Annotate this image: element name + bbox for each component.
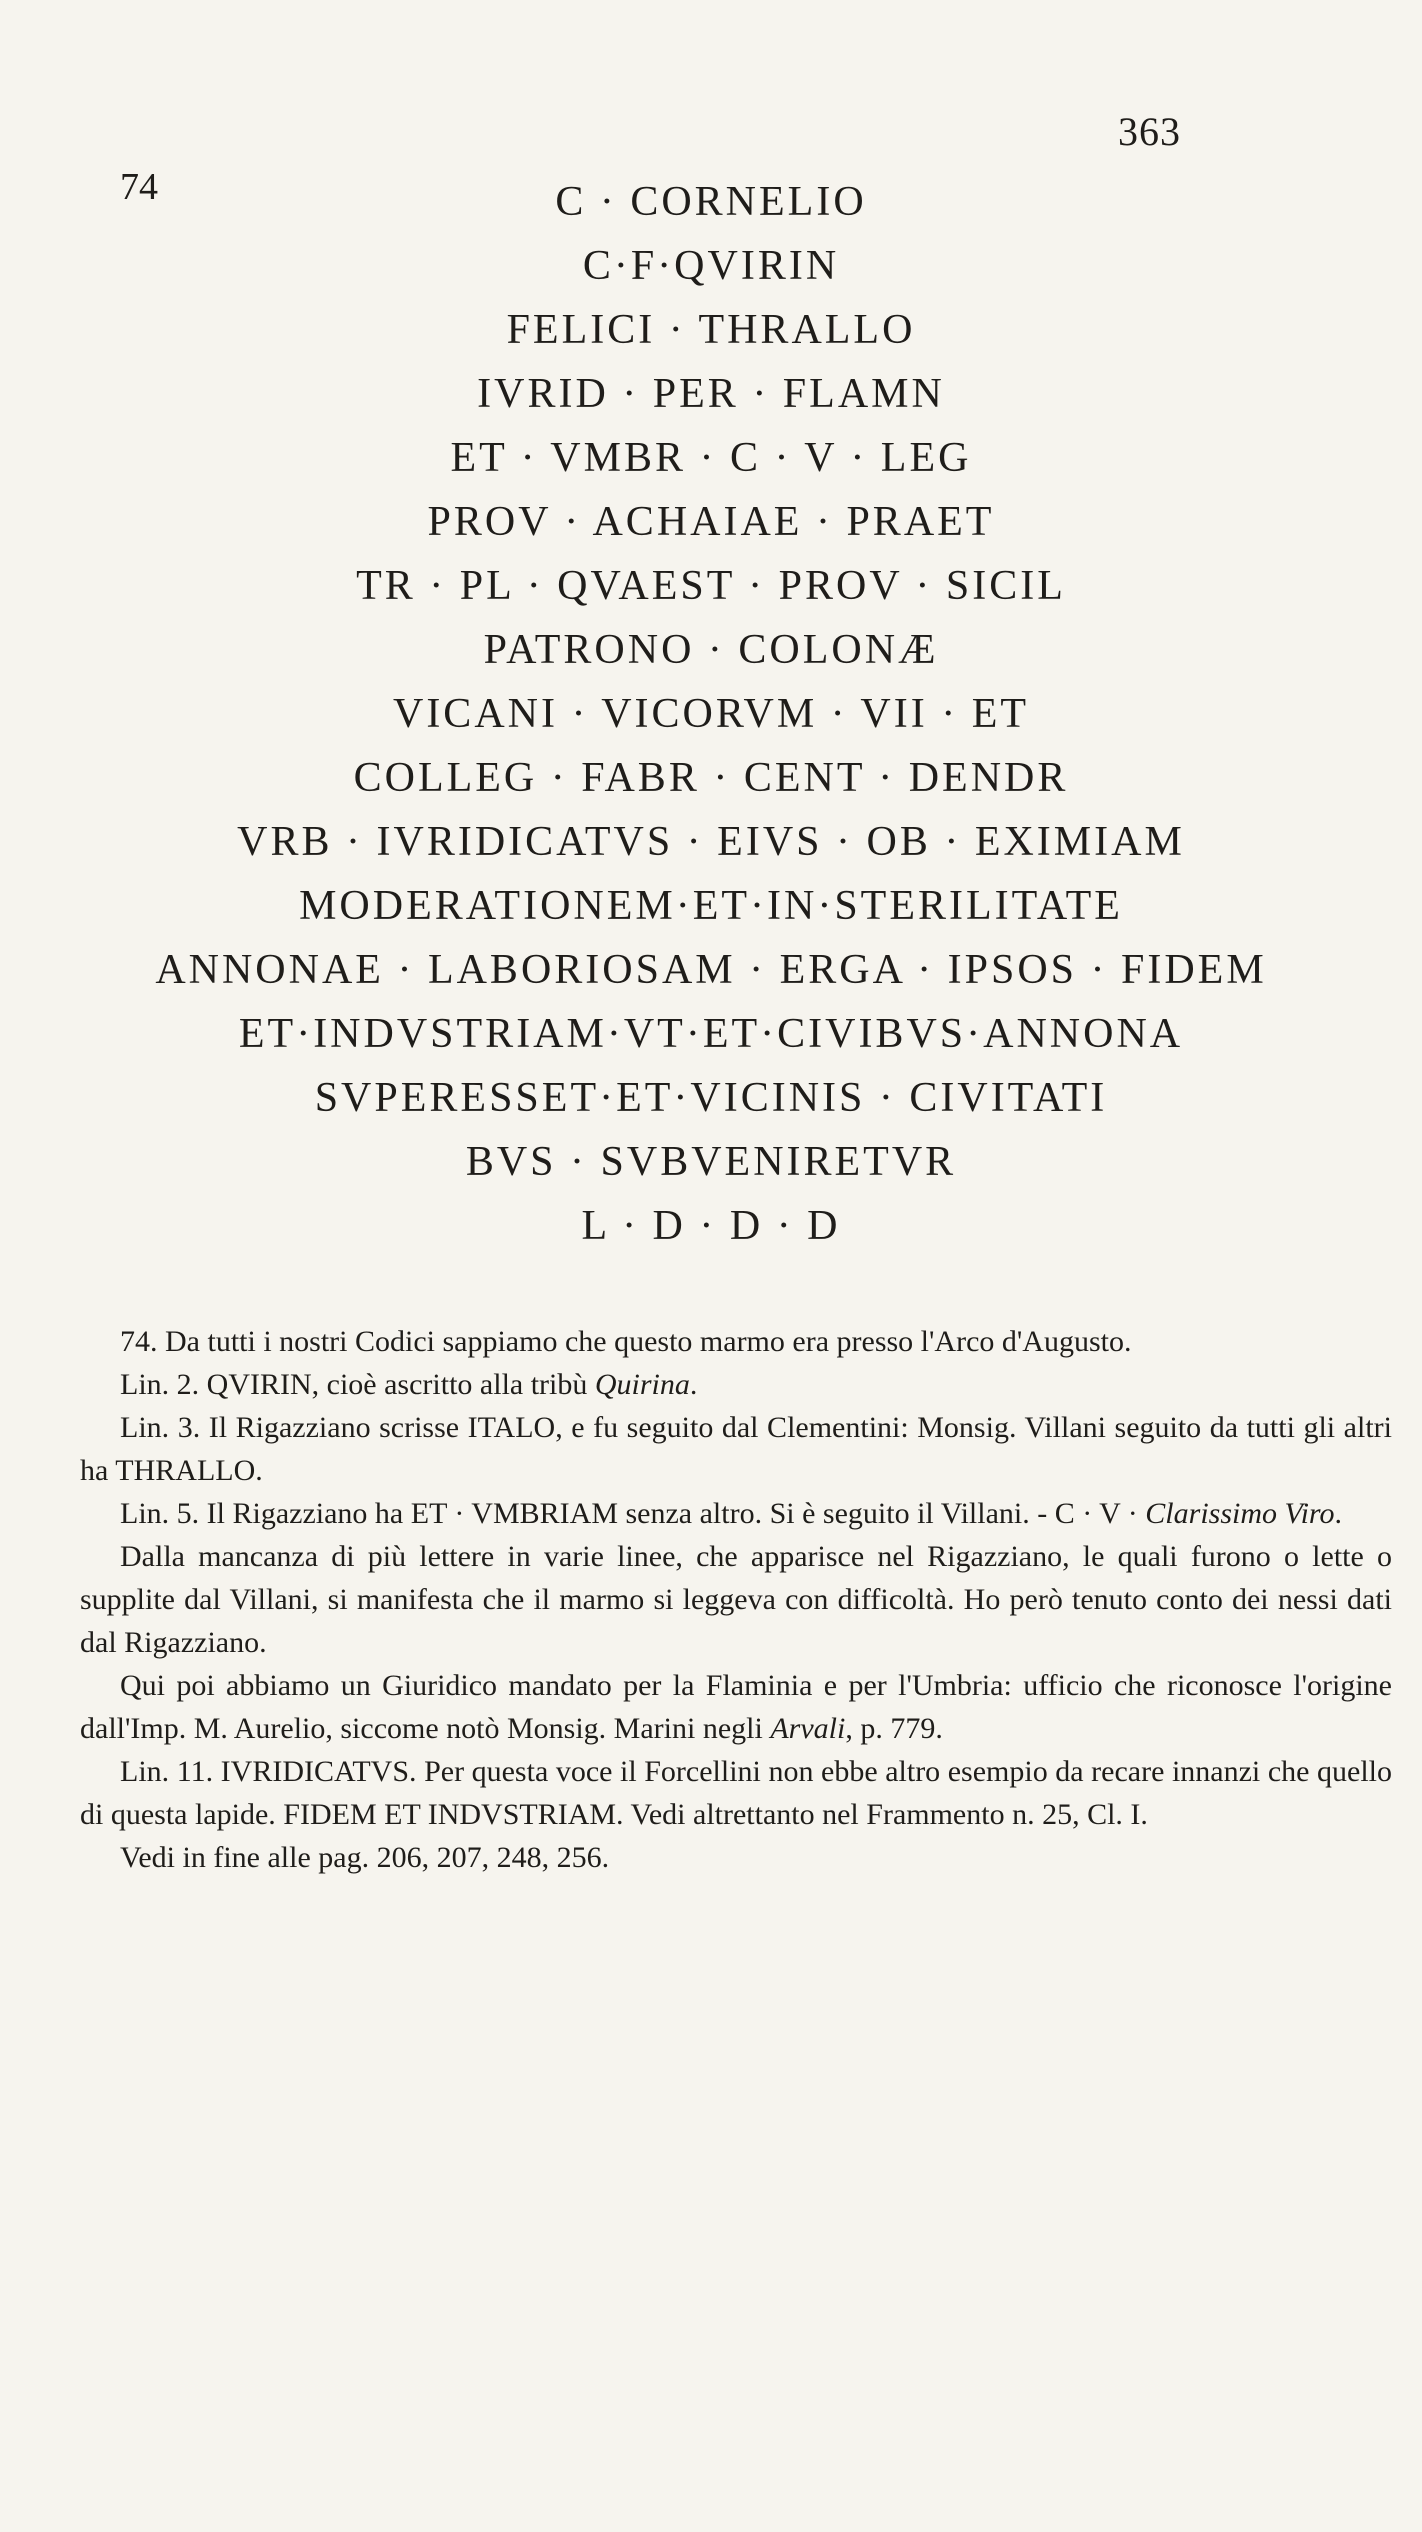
inscription-line: C · CORNELIO [555,179,867,225]
inscription-line: VRB · IVRIDICATVS · EIVS · OB · EXIMIAM [237,819,1185,865]
paragraph-text: Lin. 5. Il Rigazziano ha ET · VMBRIAM senza altro. Si è seguito il Villani. - C · V · [120,1497,1146,1530]
page-number: 363 [1118,109,1181,154]
paragraph-text: Dalla mancanza di più lettere in varie linee, che apparisce nel Rigazziano, le quali furono o lette o supplite dal Villani, si manifesta che il marmo si leggeva con difficoltà. Ho però tenuto conto dei nessi dati dal Rigazziano. [80,1540,1392,1659]
commentary-paragraph [80,1664,1392,1750]
paragraph-text: Lin. 2. QVIRIN, cioè ascritto alla tribù [120,1368,595,1401]
commentary-paragraph [80,1320,1392,1363]
italic-text: Quirina [594,1368,690,1401]
inscription-line: L · D · D · D [581,1203,841,1249]
inscription-text [0,170,1422,1258]
inscription-line: COLLEG · FABR · CENT · DENDR [353,755,1069,801]
commentary-notes [80,1320,1392,1879]
italic-text: Arvali [770,1712,846,1745]
paragraph-text: Lin. 3. Il Rigazziano scrisse ITALO, e fu seguito dal Clementini: Monsig. Villani seguito da tutti gli altri ha THRALLO. [80,1411,1392,1487]
inscription-line: ANNONAE · LABORIOSAM · ERGA · IPSOS · FIDEM [155,947,1267,993]
inscription-line: SVPERESSET·ET·VICINIS · CIVITATI [314,1075,1108,1121]
italic-text: Clarissimo Viro [1145,1497,1335,1530]
commentary-paragraph [80,1535,1392,1664]
paragraph-text: Lin. 11. IVRIDICATVS. Per questa voce il Forcellini non ebbe altro esempio da recare innanzi che quello di questa lapide. FIDEM ET INDVSTRIAM. Vedi altrettanto nel Frammento n. 25, Cl. I. [80,1755,1392,1831]
paragraph-text: Vedi in fine alle pag. 206, 207, 248, 256. [120,1841,610,1874]
paragraph-text: Qui poi abbiamo un Giuridico mandato per la Flaminia e per l'Umbria: ufficio che riconosce l'origine dall'Imp. M. Aurelio, siccome notò Monsig. Marini negli [80,1669,1392,1745]
inscription-line: ET · VMBR · C · V · LEG [450,435,972,481]
paragraph-text: . [1334,1497,1342,1530]
commentary-paragraph [80,1492,1392,1535]
paragraph-text: , p. 779. [845,1712,943,1745]
inscription-line: BVS · SVBVENIRETVR [465,1139,957,1185]
inscription-line: VICANI · VICORVM · VII · ET [392,691,1030,737]
inscription-line: FELICI · THRALLO [506,307,916,353]
commentary-paragraph [80,1363,1392,1406]
inscription-line: MODERATIONEM·ET·IN·STERILITATE [299,883,1123,929]
commentary-paragraph [80,1406,1392,1492]
paragraph-text: . [689,1368,698,1401]
inscription-line: PROV · ACHAIAE · PRAET [427,499,995,545]
inscription-number: 74 [120,166,158,208]
inscription-line: ET·INDVSTRIAM·VT·ET·CIVIBVS·ANNONA [238,1011,1184,1057]
inscription-line: PATRONO · COLONÆ [483,627,939,673]
commentary-paragraph [80,1836,1392,1879]
paragraph-text: 74. Da tutti i nostri Codici sappiamo che questo marmo era presso l'Arco d'Augusto. [120,1325,1132,1358]
commentary-paragraph [80,1750,1392,1836]
inscription-line: IVRID · PER · FLAMN [477,371,945,417]
inscription-line: C·F·QVIRIN [582,243,840,289]
inscription-line: TR · PL · QVAEST · PROV · SICIL [356,563,1066,609]
